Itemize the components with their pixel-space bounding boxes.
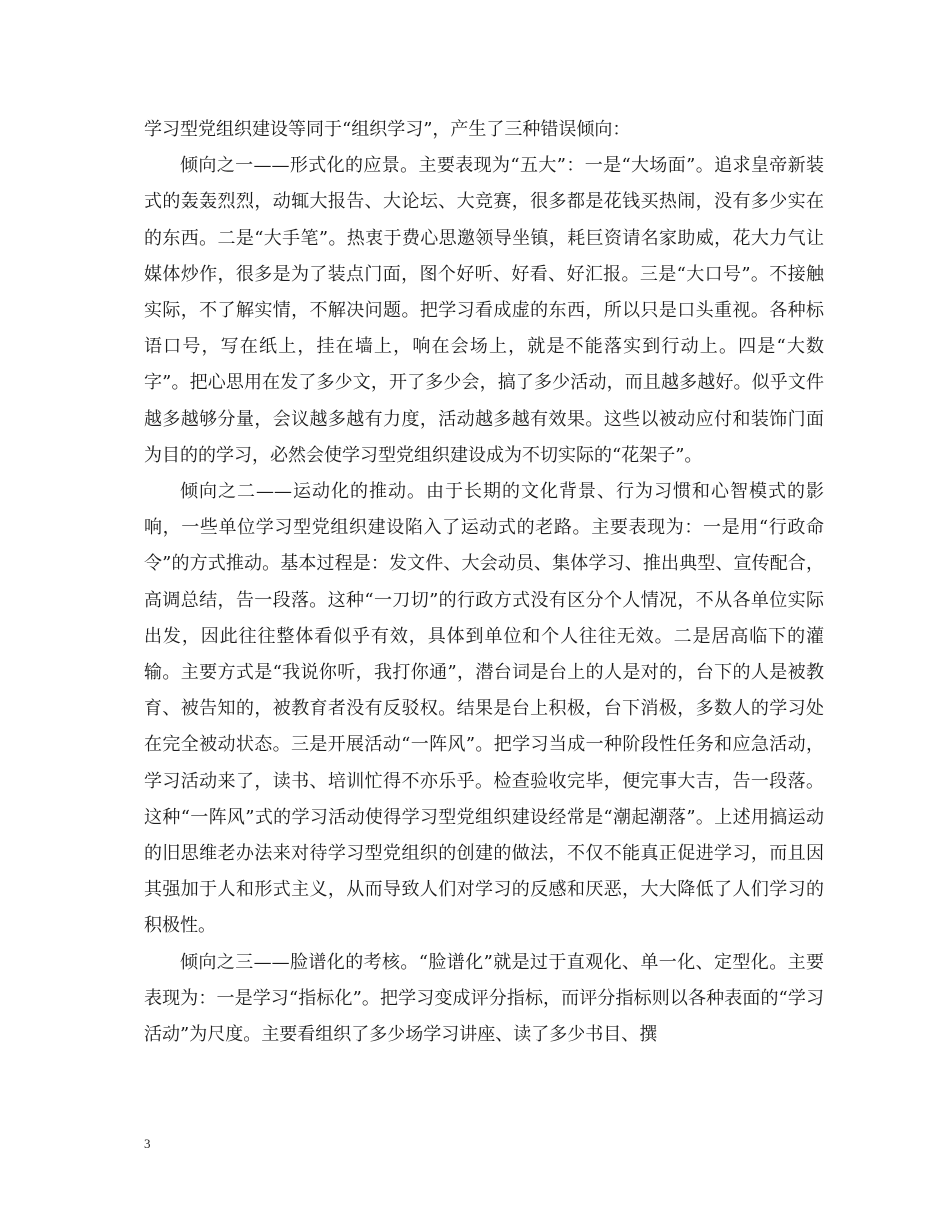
- paragraph-2: 倾向之一——形式化的应景。主要表现为“五大”：一是“大场面”。追求皇帝新装式的轰轰烈烈，动辄大报告、大论坛、大竞赛，很多都是花钱买热闹，没有多少实在的东西。二是“大手笔”。热衷于费心思邀领导坐镇，耗巨资请名家助威，花大力气让媒体炒作，很多是为了装点门面，图个好听、好看、好汇报。三是“大口号”。不接触实际，不了解实情，不解决问题。把学习看成虚的东西，所以只是口头重视。各种标语口号，写在纸上，挂在墙上，响在会场上，就是不能落实到行动上。四是“大数字”。把心思用在发了多少文，开了多少会，搞了多少活动，而且越多越好。似乎文件越多越够分量，会议越多越有力度，活动越多越有效果。这些以被动应付和装饰门面为目的的学习，必然会使学习型党组织建设成为不切实际的“花架子”。: [144, 155, 824, 466]
- paragraph-1: 学习型党组织建设等同于“组织学习”，产生了三种错误倾向：: [144, 119, 631, 140]
- paragraph-4: 倾向之三——脸谱化的考核。“脸谱化”就是过于直观化、单一化、定型化。主要表现为：一是学习“指标化”。把学习变成评分指标，而评分指标则以各种表面的“学习活动”为尺度。主要看组织了多少场学习讲座、读了多少书目、撰: [144, 951, 824, 1046]
- paragraph-3: 倾向之二——运动化的推动。由于长期的文化背景、行为习惯和心智模式的影响，一些单位学习型党组织建设陷入了运动式的老路。主要表现为：一是用“行政命令”的方式推动。基本过程是：发文件、大会动员、集体学习、推出典型、宣传配合，高调总结，告一段落。这种“一刀切”的行政方式没有区分个人情况，不从各单位实际出发，因此往往整体看似乎有效，具体到单位和个人往往无效。二是居高临下的灌输。主要方式是“我说你听，我打你通”，潜台词是台上的人是对的，台下的人是被教育、被告知的，被教育者没有反驳权。结果是台上积极，台下消极，多数人的学习处在完全被动状态。三是开展活动“一阵风”。把学习当成一种阶段性任务和应急活动，学习活动来了，读书、培训忙得不亦乐乎。检查验收完毕，便完事大吉，告一段落。这种“一阵风”式的学习活动使得学习型党组织建设经常是“潮起潮落”。上述用搞运动的旧思维老办法来对待学习型党组织的创建的做法，不仅不能真正促进学习，而且因其强加于人和形式主义，从而导致人们对学习的反感和厌恶，大大降低了人们学习的积极性。: [144, 481, 824, 937]
- page-number: 3: [144, 1136, 151, 1151]
- document-body: [144, 112, 824, 1053]
